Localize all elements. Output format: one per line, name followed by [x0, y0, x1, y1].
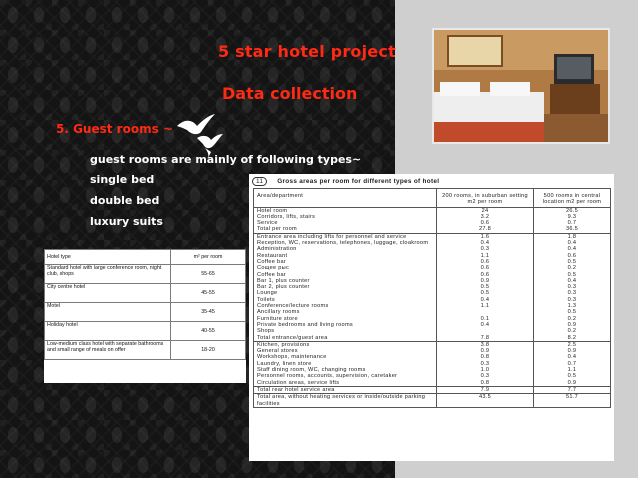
table-cell: Shops	[254, 328, 437, 334]
table-cell: Staff dining room, WC, changing rooms	[254, 367, 437, 373]
table-cell: 0.4	[534, 278, 611, 284]
table-cell: 24	[437, 207, 534, 214]
table-cell: 1.8	[534, 233, 611, 240]
table-cell: 1.1	[437, 253, 534, 259]
table-cell: 0.9	[534, 380, 611, 387]
table-cell: 0.9	[534, 348, 611, 354]
table-cell: Circulation areas, service lifts	[254, 380, 437, 387]
table-row	[254, 380, 611, 387]
area-grid	[253, 188, 611, 408]
table-cell: 1.1	[534, 367, 611, 373]
table-row	[45, 265, 246, 284]
table-cell: Сощее рыс	[254, 265, 437, 271]
table-cell: Total entrance/guest area	[254, 335, 437, 342]
table-cell: Conference/lecture rooms	[254, 303, 437, 309]
bullet-text: double bed	[90, 194, 160, 207]
table-cell: 0.6	[437, 259, 534, 265]
table-cell: 0.5	[437, 290, 534, 296]
table-cell: Total rear hotel service area	[254, 386, 437, 393]
table-cell: 0.1	[437, 316, 534, 322]
table-cell: 0.3	[534, 290, 611, 296]
area-table	[249, 174, 614, 461]
table-cell: Total per room	[254, 226, 437, 233]
table-cell: Entrance area including lifts for personnel and service	[254, 233, 437, 240]
table-cell: Lounge	[254, 290, 437, 296]
table-cell: 0.2	[534, 316, 611, 322]
table-cell: Restaurant	[254, 253, 437, 259]
table-cell: 27.8	[437, 226, 534, 233]
table-cell: Kitchen, provisions	[254, 341, 437, 348]
table-cell: 0.4	[534, 354, 611, 360]
table-row	[254, 226, 611, 233]
table-cell: 0.5	[534, 309, 611, 315]
table-cell: 0.3	[437, 373, 534, 379]
table-cell: 0.9	[534, 322, 611, 328]
table-header-row	[45, 250, 246, 265]
table-cell: Furniture store	[254, 316, 437, 322]
table-cell: Hotel room	[254, 207, 437, 214]
table-number-badge: 11	[252, 177, 267, 186]
section-heading: 5. Guest rooms ~	[56, 122, 173, 136]
area-table-title: Gross areas per room for different types of hotel	[277, 178, 440, 185]
table-cell: 0.6	[534, 253, 611, 259]
table-cell: 43.5	[437, 394, 534, 408]
table-cell: 0.6	[437, 265, 534, 271]
table-cell: 0.4	[534, 240, 611, 246]
table-row	[254, 341, 611, 348]
table-cell: 0.9	[437, 348, 534, 354]
table-cell: 7.8	[437, 335, 534, 342]
table-cell: 36.5	[534, 226, 611, 233]
table-cell: 1.1	[437, 303, 534, 309]
table-cell: Bar 1, plus counter	[254, 278, 437, 284]
table-cell: Total area, without heating services or inside/outside parking facilities	[254, 394, 437, 408]
area-table-body	[254, 207, 611, 407]
table-cell: 0.3	[437, 246, 534, 252]
table-cell: 51.7	[534, 394, 611, 408]
table-cell: Toilets	[254, 297, 437, 303]
table-row	[254, 233, 611, 240]
table-header: 500 rooms in central location m2 per room	[534, 189, 611, 208]
table-cell: 9.3	[534, 214, 611, 220]
table-cell: Coffee bar	[254, 272, 437, 278]
table-cell: 0.3	[437, 361, 534, 367]
table-header: Hotel type	[45, 250, 171, 265]
table-cell: Service	[254, 220, 437, 226]
table-cell: 0.6	[437, 272, 534, 278]
table-cell: 1.0	[437, 367, 534, 373]
table-cell: 0.5	[534, 259, 611, 265]
table-cell: Standard hotel with large conference room, night club, shops	[45, 265, 171, 284]
table-cell: Administration	[254, 246, 437, 252]
table-cell: 0.8	[437, 380, 534, 387]
table-cell: 35-45	[171, 303, 246, 322]
table-cell: General stores	[254, 348, 437, 354]
table-row	[45, 341, 246, 360]
table-cell: 0.4	[437, 240, 534, 246]
table-row	[45, 303, 246, 322]
table-cell: 0.9	[437, 278, 534, 284]
table-row	[45, 322, 246, 341]
bullet-text: luxury suits	[90, 215, 163, 228]
table-row	[45, 284, 246, 303]
bullet-text: guest rooms are mainly of following types~	[90, 153, 362, 166]
table-cell: 3.2	[437, 214, 534, 220]
table-cell: Ancillary rooms	[254, 309, 437, 315]
table-cell: 0.5	[534, 272, 611, 278]
table-cell: Coffee bar	[254, 259, 437, 265]
table-cell: Reception, WC, reservations, telephones, luggage, cloakroom	[254, 240, 437, 246]
table-cell: 0.3	[534, 297, 611, 303]
table-cell: 0.2	[534, 328, 611, 334]
table-cell: 0.3	[534, 284, 611, 290]
table-cell: Motel	[45, 303, 171, 322]
table-cell: 8.2	[534, 335, 611, 342]
table-cell: 55-65	[171, 265, 246, 284]
birds-icon	[175, 112, 225, 158]
table-cell: City centre hotel	[45, 284, 171, 303]
table-cell: 0.7	[534, 220, 611, 226]
table-cell: 0.2	[534, 265, 611, 271]
bullet-text: single bed	[90, 173, 155, 186]
table-cell: Private bedrooms and living rooms	[254, 322, 437, 328]
table-cell: 40-55	[171, 322, 246, 341]
table-cell: 0.5	[437, 284, 534, 290]
table-row	[254, 207, 611, 214]
table-cell: 0.8	[437, 354, 534, 360]
table-cell: 1.6	[437, 233, 534, 240]
area-table-title-row	[252, 177, 439, 186]
table-row	[254, 394, 611, 408]
table-cell: 1.3	[534, 303, 611, 309]
table-row	[254, 335, 611, 342]
table-cell: 18-20	[171, 341, 246, 360]
table-cell: 0.6	[437, 220, 534, 226]
table-cell: Holiday hotel	[45, 322, 171, 341]
table-header: m² per room	[171, 250, 246, 265]
table-cell: 0.4	[534, 246, 611, 252]
table-cell: 2.5	[534, 341, 611, 348]
table-cell: 0.5	[534, 373, 611, 379]
table-cell: 26.5	[534, 207, 611, 214]
table-cell: 7.7	[534, 386, 611, 393]
slide-title: 5 star hotel project	[218, 42, 396, 61]
table-header: Area/department	[254, 189, 437, 208]
table-cell: Corridors, lifts, stairs	[254, 214, 437, 220]
table-cell: Personnel rooms, accounts, supervision, caretaker	[254, 373, 437, 379]
table-cell: 3.8	[437, 341, 534, 348]
table-cell: 0.4	[437, 322, 534, 328]
table-cell: Bar 2, plus counter	[254, 284, 437, 290]
hotel-room-photo	[432, 28, 610, 144]
table-header-row	[254, 189, 611, 208]
table-cell: 0.4	[437, 297, 534, 303]
table-cell: 0.7	[534, 361, 611, 367]
slide-subtitle: Data collection	[222, 84, 358, 103]
table-cell: Workshops, maintenance	[254, 354, 437, 360]
table-cell: 45-55	[171, 284, 246, 303]
room-types-table	[44, 249, 246, 383]
table-header: 200 rooms, in suburban setting m2 per room	[437, 189, 534, 208]
table-cell: Laundry, linen store	[254, 361, 437, 367]
table-cell: Low-medium class hotel with separate bathrooms and small range of meals on offer	[45, 341, 171, 360]
table-cell: 7.9	[437, 386, 534, 393]
table-row	[254, 386, 611, 393]
